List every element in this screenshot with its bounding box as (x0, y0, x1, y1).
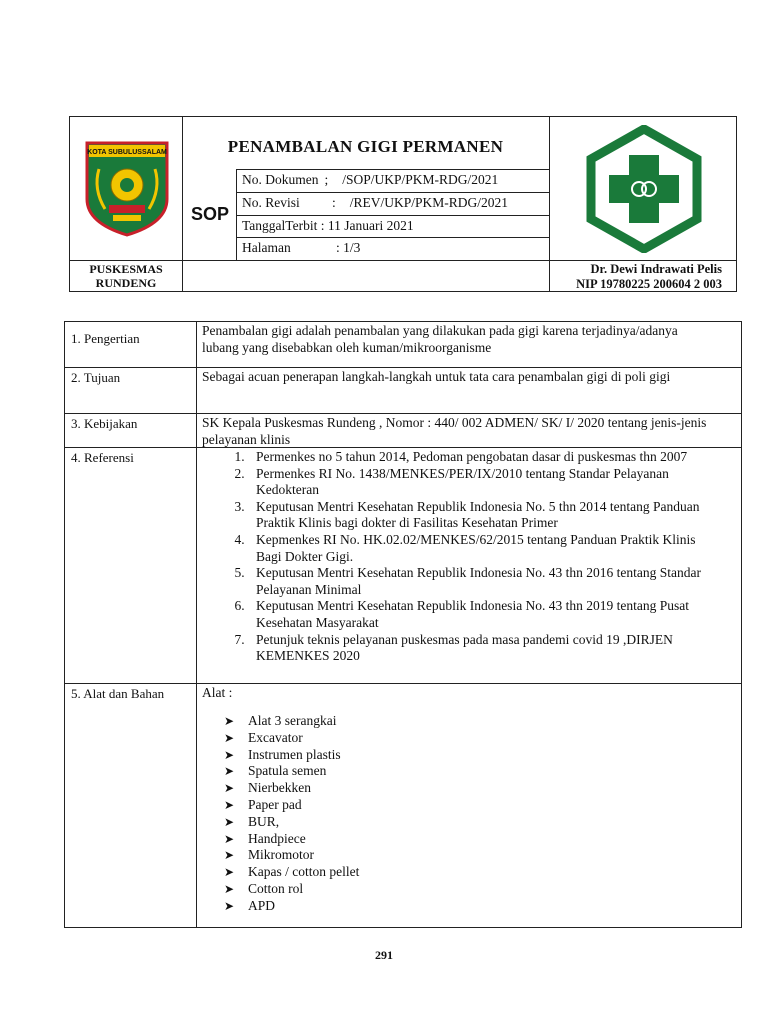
tool-item: ➤ Alat 3 serangkai (224, 713, 337, 728)
doc-number-value: /SOP/UKP/PKM-RDG/2021 (342, 172, 499, 187)
reference-item: 5. Keputusan Mentri Kesehatan Republik Indonesia No. 43 thn 2016 tentang Standar Pelayanan Minimal (248, 565, 720, 598)
city-emblem-logo (83, 139, 171, 237)
tool-item: ➤ Kapas / cotton pellet (224, 864, 360, 880)
issue-date-value: 11 Januari 2021 (327, 218, 414, 233)
reference-item: 1. Permenkes no 5 tahun 2014, Pedoman pengobatan dasar di puskesmas thn 2007 (248, 449, 720, 466)
page-number: 291 (375, 948, 393, 962)
arrow-bullet-icon: ➤ (224, 865, 235, 880)
arrow-bullet-icon: ➤ (224, 898, 235, 913)
reference-item: 4. Kepmenkes RI No. HK.02.02/MENKES/62/2015 tentang Panduan Praktik Klinis Bagi Dokter Gigi. (248, 532, 720, 565)
page-sep: : (336, 240, 340, 255)
doc-number-row (242, 172, 498, 188)
tools-intro: Alat : (202, 685, 233, 700)
section-label-referensi: 4. Referensi (71, 450, 134, 465)
tool-item: ➤ Nierbekken (224, 780, 311, 796)
section-text-pengertian: Penambalan gigi adalah penambalan yang dilakukan pada gigi karena terjadinya/adanya lubang yang disebabkan oleh kuman/mikroorganisme (202, 323, 678, 355)
page-row (242, 240, 360, 256)
organization-line-2: RUNDENG (95, 276, 157, 290)
revision-sep: : (332, 195, 336, 210)
section-text-tujuan: Sebagai acuan penerapan langkah-langkah untuk tata cara penambalan gigi di poli gigi (202, 369, 671, 384)
issue-date-label: TanggalTerbit (242, 218, 318, 233)
reference-item: 7. Petunjuk teknis pelayanan puskesmas pada masa pandemi covid 19 ,DIRJEN KEMENKES 2020 (248, 632, 720, 665)
tool-item: ➤ APD (224, 897, 276, 913)
section-label-pengertian: 1. Pengertian (71, 331, 140, 346)
revision-value: /REV/UKP/PKM-RDG/2021 (349, 195, 509, 210)
page-label: Halaman (242, 240, 291, 255)
sop-header-table (69, 116, 737, 292)
tool-item: ➤ Excavator (224, 729, 303, 745)
tool-item: ➤ Mikromotor (224, 847, 314, 863)
tool-item: ➤ Spatula semen (224, 763, 327, 779)
arrow-bullet-icon: ➤ (224, 831, 235, 846)
arrow-bullet-icon: ➤ (224, 848, 235, 863)
section-text-kebijakan: SK Kepala Puskesmas Rundeng , Nomor : 440/ 002 ADMEN/ SK/ I/ 2020 tentang jenis-jenis pelayanan klinis (202, 415, 707, 447)
arrow-bullet-icon: ➤ (224, 764, 235, 779)
reference-item: 6. Keputusan Mentri Kesehatan Republik Indonesia No. 43 thn 2019 tentang Pusat Kesehatan Masyarakat (248, 598, 720, 631)
reference-item: 2. Permenkes RI No. 1438/MENKES/PER/IX/2010 tentang Standar Pelayanan Kedokteran (248, 466, 720, 499)
sop-label: SOP (190, 204, 229, 224)
tool-item: ➤ Instrumen plastis (224, 746, 341, 762)
tool-item: ➤ Handpiece (224, 830, 306, 846)
page-value: 1/3 (343, 240, 361, 255)
organization-line-1: PUSKESMAS (89, 262, 163, 276)
arrow-bullet-icon: ➤ (224, 730, 235, 745)
issue-date-row (242, 218, 414, 234)
svg-text:KOTA SUBULUSSALAM: KOTA SUBULUSSALAM (87, 149, 167, 156)
revision-row (242, 195, 508, 211)
doc-number-sep: ; (324, 172, 329, 187)
reference-item: 3. Keputusan Mentri Kesehatan Republik Indonesia No. 5 thn 2014 tentang Panduan Praktik Klinis bagi dokter di Fasilitas Kesehatan Primer (248, 499, 720, 532)
signer-nip: NIP 19780225 200604 2 003 (576, 277, 722, 291)
arrow-bullet-icon: ➤ (224, 714, 235, 728)
sop-content-table (64, 321, 742, 928)
reference-list (200, 449, 720, 665)
reference-list-container (200, 449, 720, 683)
issue-date-sep: : (320, 218, 325, 233)
arrow-bullet-icon: ➤ (224, 797, 235, 812)
puskesmas-logo (585, 125, 703, 253)
revision-label: No. Revisi (242, 195, 300, 210)
arrow-bullet-icon: ➤ (224, 747, 235, 762)
signer-block (550, 262, 722, 292)
arrow-bullet-icon: ➤ (224, 881, 235, 896)
tools-list (224, 713, 524, 915)
tool-item: ➤ Cotton rol (224, 880, 304, 896)
arrow-bullet-icon: ➤ (224, 814, 235, 829)
arrow-bullet-icon: ➤ (224, 781, 235, 796)
tool-item: ➤ Paper pad (224, 796, 302, 812)
tool-item: ➤ BUR, (224, 813, 280, 829)
signer-name: Dr. Dewi Indrawati Pelis (590, 262, 722, 276)
section-label-tujuan: 2. Tujuan (71, 370, 121, 385)
section-label-kebijakan: 3. Kebijakan (71, 416, 138, 431)
tools-list-container (224, 713, 524, 915)
doc-number-label: No. Dokumen (242, 172, 319, 187)
section-label-alat: 5. Alat dan Bahan (71, 686, 165, 701)
organization-name (70, 262, 182, 290)
document-title: PENAMBALAN GIGI PERMANEN (227, 137, 504, 156)
